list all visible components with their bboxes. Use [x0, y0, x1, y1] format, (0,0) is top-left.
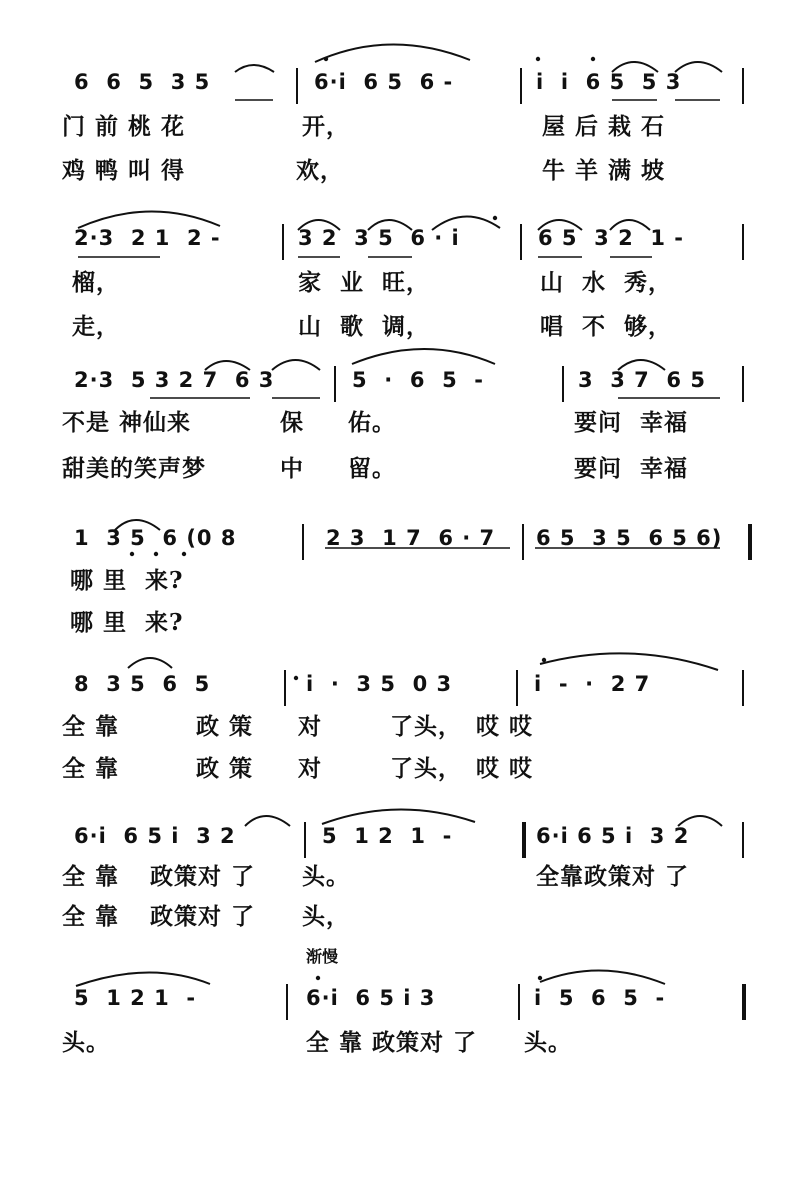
lyric-segment: 哪 里 来?: [70, 609, 184, 636]
measure-3: i 5 6 5 -: [534, 986, 666, 1010]
measure-2: 6·i 6 5 6 -: [314, 70, 454, 94]
lyric-segment: 头。: [302, 863, 350, 890]
measure-1: 1 3 5 6 (0 8: [74, 526, 237, 550]
barline: [334, 366, 336, 402]
notes-row: [0, 518, 810, 558]
lyric-segment: 头。: [62, 1029, 110, 1056]
measure-1: 2·3 5 3 2 7 6 3: [74, 368, 275, 392]
measure-2: 2 3 1 7 6 · 7: [326, 526, 496, 550]
lyric-segment: 全 靠: [62, 755, 120, 782]
final-barline: [742, 984, 746, 1020]
measure-3: i - · 2 7: [534, 672, 651, 696]
lyric-segment: 要问 幸福: [574, 409, 689, 436]
barline: [284, 670, 286, 706]
lyric-line-1: [62, 1028, 572, 1068]
barline: [296, 68, 298, 104]
lyric-segment: 山 水 秀，: [540, 269, 673, 296]
lyric-segment: 欢，: [296, 157, 344, 184]
barline: [742, 224, 744, 260]
notes-row: [0, 62, 810, 102]
barline: [742, 68, 744, 104]
lyric-segment: 佑。: [348, 409, 396, 436]
tempo-marking: 渐慢: [306, 947, 339, 966]
lyric-segment: 榴，: [72, 269, 120, 296]
measure-3: i i 6 5 5 3: [536, 70, 682, 94]
lyric-segment: 全靠政策对 了: [536, 863, 690, 890]
lyric-segment: 哪 里 来?: [70, 567, 184, 594]
measure-1: 2·3 2 1 2 -: [74, 226, 221, 250]
lyric-segment: 门 前 桃 花: [62, 113, 186, 140]
barline: [742, 822, 744, 858]
lyric-segment: 了头，: [390, 713, 462, 740]
lyric-segment: 头。: [524, 1029, 572, 1056]
barline: [562, 366, 564, 402]
lyric-segment: 对: [298, 755, 322, 782]
measure-1: 8 3 5 6 5: [74, 672, 211, 696]
measure-2: 3 2 3 5 6 · i: [298, 226, 460, 250]
measure-1: 6 6 5 3 5: [74, 70, 211, 94]
measure-1: 5 1 2 1 -: [74, 986, 197, 1010]
lyric-segment: 全 靠: [62, 713, 120, 740]
barline: [286, 984, 288, 1020]
lyric-segment: 屋 后 栽 石: [542, 113, 666, 140]
repeat-barline: [748, 524, 752, 560]
barline: [282, 224, 284, 260]
lyric-segment: 全 靠: [62, 903, 120, 930]
measure-3: 6 5 3 5 6 5 6): [536, 526, 723, 550]
lyric-segment: 留。: [348, 455, 396, 482]
measure-2: i · 3 5 0 3: [306, 672, 453, 696]
lyric-segment: 全 靠: [62, 863, 120, 890]
lyric-segment: 中: [280, 455, 304, 482]
measure-3: 3 3 7 6 5: [578, 368, 706, 392]
lyric-segment: 政 策: [196, 713, 254, 740]
lyric-segment: 家 业 旺，: [298, 269, 431, 296]
measure-2: 5 1 2 1 -: [322, 824, 453, 848]
barline: [516, 670, 518, 706]
lyric-segment: 哎 哎: [476, 755, 534, 782]
lyric-segment: 山 歌 调，: [298, 313, 431, 340]
notes-row: [0, 978, 810, 1018]
lyric-segment: 头，: [302, 903, 350, 930]
lyric-segment: 政 策: [196, 755, 254, 782]
lyric-segment: 甜美的笑声梦: [62, 455, 206, 482]
lyric-segment: 了头，: [390, 755, 462, 782]
lyric-segment: 唱 不 够，: [540, 313, 673, 340]
measure-3: 6 5 3 2 1 -: [538, 226, 684, 250]
lyric-segment: 不是 神仙来: [62, 409, 192, 436]
lyric-segment: 走，: [72, 313, 120, 340]
barline: [302, 524, 304, 560]
lyric-segment: 牛 羊 满 坡: [542, 157, 666, 184]
lyric-segment: 政策对 了: [150, 863, 256, 890]
measure-2: 6·i 6 5 i 3: [306, 986, 436, 1010]
notes-row: [0, 816, 810, 856]
lyric-segment: 对: [298, 713, 322, 740]
barline: [304, 822, 306, 858]
barline: [742, 670, 744, 706]
barline: [742, 366, 744, 402]
measure-3: 6·i 6 5 i 3 2: [536, 824, 690, 848]
lyric-segment: 开，: [302, 113, 350, 140]
barline: [522, 524, 524, 560]
barline: [518, 984, 520, 1020]
lyric-segment: 要问 幸福: [574, 455, 689, 482]
lyric-segment: 保: [280, 409, 304, 436]
measure-1: 6·i 6 5 i 3 2: [74, 824, 236, 848]
notes-row: [0, 360, 810, 400]
notes-row: [0, 664, 810, 704]
lyric-segment: 全 靠 政策对 了: [306, 1029, 478, 1056]
lyric-segment: 政策对 了: [150, 903, 256, 930]
lyric-segment: 鸡 鸭 叫 得: [62, 157, 186, 184]
lyric-segment: 哎 哎: [476, 713, 534, 740]
notes-row: [0, 218, 810, 258]
measure-2: 5 · 6 5 -: [352, 368, 485, 392]
barline: [520, 68, 522, 104]
repeat-barline: [522, 822, 526, 858]
barline: [520, 224, 522, 260]
